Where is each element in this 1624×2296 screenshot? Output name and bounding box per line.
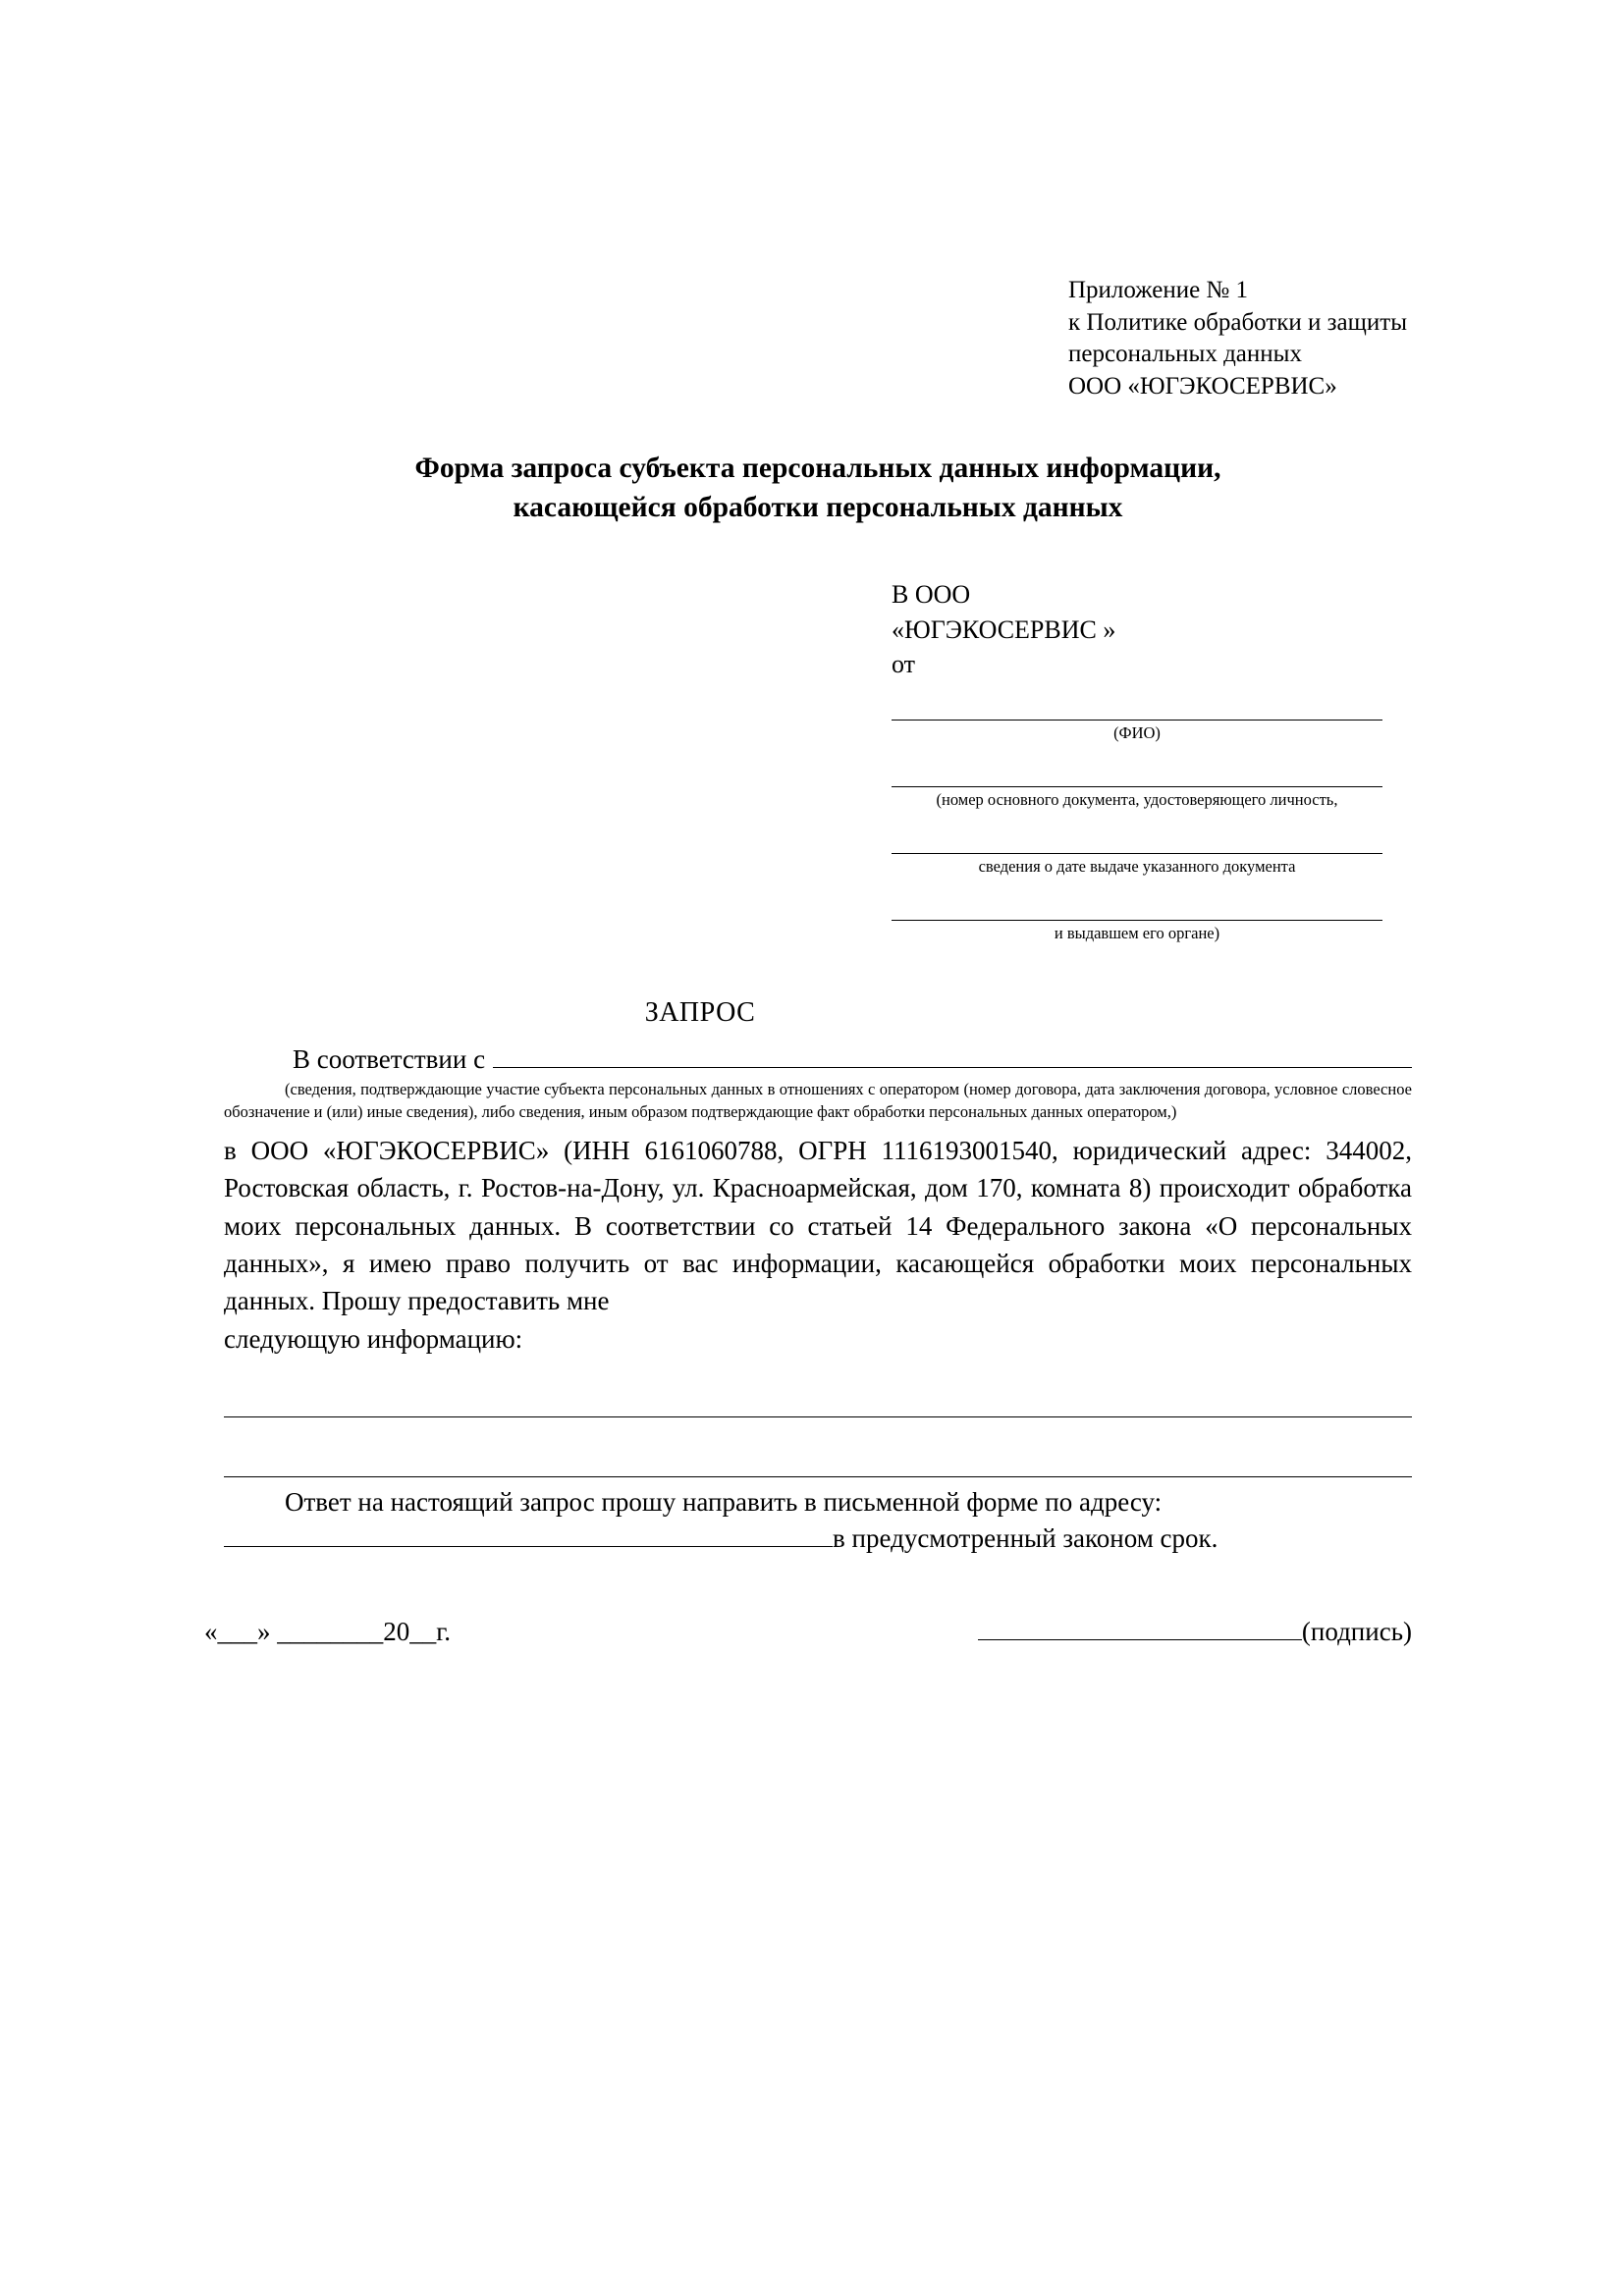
appendix-line-4: ООО «ЮГЭКОСЕРВИС» — [1068, 372, 1337, 400]
signature-row — [204, 1617, 1412, 1647]
document-number-input[interactable] — [892, 761, 1382, 787]
page-title-line-2: касающейся обработки персональных данных — [513, 491, 1123, 523]
appendix-header — [1068, 275, 1412, 402]
addressee-block — [892, 577, 1412, 683]
issue-date-caption: сведения о дате выдаче указанного документа — [978, 856, 1296, 876]
answer-paragraph — [224, 1483, 1412, 1521]
signature-block — [978, 1617, 1412, 1647]
signature-label: (подпись) — [1301, 1617, 1412, 1647]
signature-input[interactable] — [978, 1618, 1302, 1640]
information-input-line-1[interactable] — [224, 1371, 1412, 1417]
document-content — [204, 275, 1412, 1647]
answer-address-tail: в предусмотренный законом срок. — [833, 1523, 1218, 1554]
field-group-issue-date — [892, 828, 1382, 877]
date-field[interactable]: «___» ________20__г. — [204, 1617, 452, 1647]
appendix-line-3: персональных данных — [1068, 341, 1302, 367]
addressee-line-1: В ООО — [892, 579, 971, 609]
field-group-document-number — [892, 761, 1382, 810]
appendix-line-2: к Политике обработки и защиты — [1068, 308, 1408, 336]
field-group-fullname — [892, 694, 1382, 743]
issuing-authority-caption: и выдавшем его органе) — [1054, 923, 1220, 942]
in-accordance-input[interactable] — [493, 1045, 1412, 1068]
in-accordance-row — [224, 1044, 1412, 1075]
issue-date-input[interactable] — [892, 828, 1382, 854]
page-title-line-1: Форма запроса субъекта персональных данных информации, — [414, 453, 1221, 484]
page-title — [224, 450, 1412, 528]
addressee-line-2: «ЮГЭКОСЕРВИС » — [892, 614, 1116, 644]
request-body-last-line: следующую информацию: — [224, 1323, 523, 1354]
answer-address-input[interactable] — [224, 1522, 833, 1547]
fullname-caption: (ФИО) — [1113, 723, 1161, 743]
request-body — [224, 1132, 1412, 1358]
information-input-line-2[interactable] — [224, 1431, 1412, 1477]
request-note — [224, 1079, 1412, 1124]
appendix-line-1: Приложение № 1 — [1068, 277, 1249, 303]
addressee-line-3: от — [892, 650, 916, 679]
fullname-input[interactable] — [892, 694, 1382, 721]
document-number-caption: (номер основного документа, удостоверяющего личность, — [936, 790, 1338, 810]
field-group-issuing-authority — [892, 894, 1382, 943]
request-note-text: (сведения, подтверждающие участие субъекта персональных данных в отношениях с оператором (номер договора, дата заключения договора, условное словесное обозначение и (или) иные сведения), либо сведения, иным образом подтверждающие факт обработки персональных данных оператором,) — [224, 1080, 1412, 1122]
in-accordance-label: В соответствии с — [293, 1044, 486, 1075]
issuing-authority-input[interactable] — [892, 894, 1382, 921]
request-body-text: в ООО «ЮГЭКОСЕРВИС» (ИНН 6161060788, ОГРН 1116193001540, юридический адрес: 344002, Ростовская область, г. Ростов-на-Дону, ул. Красноармейская, дом 170, комната 8) происходит обработка моих персональных данных. В соответствии со статьей 14 Федерального закона «О персональных данных», я имею право получить от вас информации, касающейся обработки моих персональных данных. Прошу предоставить мне — [224, 1135, 1412, 1316]
answer-address-row — [224, 1522, 1412, 1554]
answer-paragraph-text: Ответ на настоящий запрос прошу направить в письменной форме по адресу: — [285, 1486, 1163, 1517]
request-heading: ЗАПРОС — [644, 997, 756, 1029]
